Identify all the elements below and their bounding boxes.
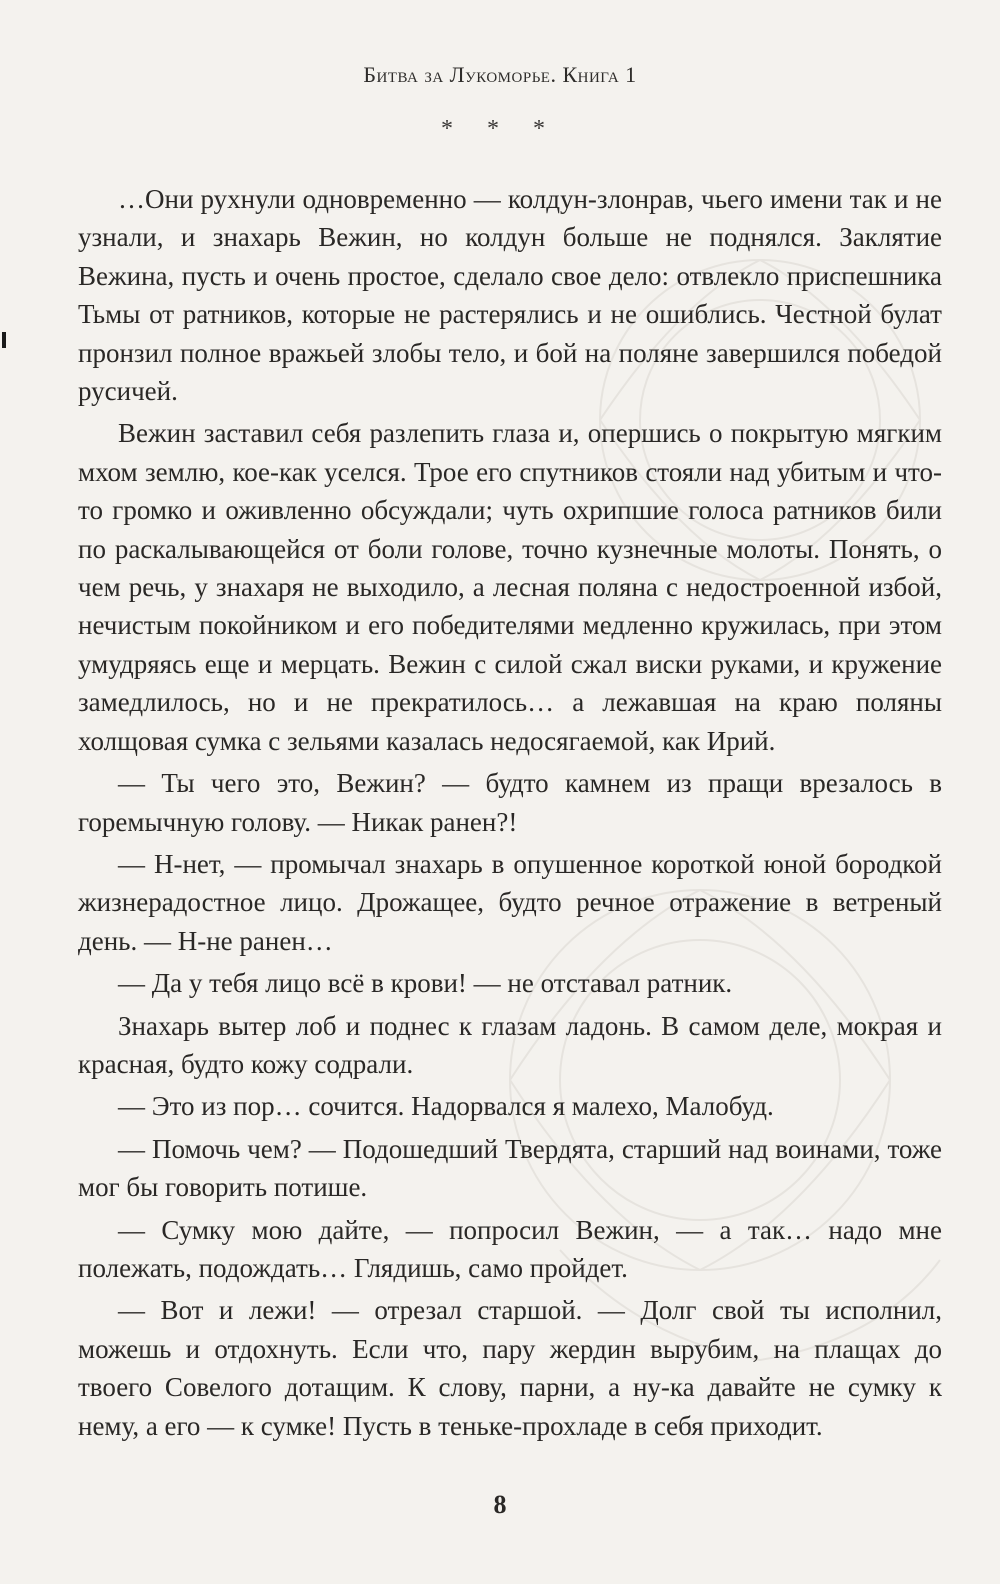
paragraph-10: — Вот и лежи! — отрезал старшой. — Долг свой ты исполнил, можешь и отдохнуть. Если что, пару жердин вырубим, на плащах до твоего Совелого дотащим. К слову, парни, а ну-ка давайте не сумку к нему, а его — к сумке! Пусть в теньке-прохладе в себя приходит. — [78, 1295, 942, 1441]
page-number: 8 — [493, 1490, 507, 1519]
page-edge-mark — [2, 332, 6, 348]
section-separator: * * * — [441, 116, 559, 142]
body-text — [78, 180, 942, 1449]
paragraph-9: — Сумку мою дайте, — попросил Вежин, — а так… надо мне полежать, подождать… Глядишь, само пройдет. — [78, 1214, 942, 1283]
running-head: Битва за Лукоморье. Книга 1 — [363, 62, 637, 87]
paragraph-3: — Ты чего это, Вежин? — будто камнем из пращи врезалось в горемычную голову. — Никак ранен?! — [78, 768, 942, 837]
paragraph-8: — Помочь чем? — Подошедший Твердята, старший над воинами, тоже мог бы говорить потише. — [78, 1133, 942, 1203]
paragraph-1: …Они рухнули одновременно — колдун-злонрав, чьего имени так и не узнали, и знахарь Вежин, но колдун больше не поднялся. Заклятие Вежина, пусть и очень простое, сделало свое дело: отвлекло приспешника Тьмы от ратников, которые не растерялись и не ошиблись. Честной булат пронзил полное вражьей злобы тело, и бой на поляне завершился победой русичей. — [78, 184, 942, 407]
paragraph-4: — Н-нет, — промычал знахарь в опушенное короткой юной бородкой жизнерадостное лицо. Дрожащее, будто речное отражение в ветреный день. — Н-не ранен… — [78, 848, 942, 956]
paragraph-6: Знахарь вытер лоб и поднес к глазам ладонь. В самом деле, мокрая и красная, будто кожу содрали. — [78, 1010, 942, 1079]
paragraph-7: — Это из пор… сочится. Надорвался я малехо, Малобуд. — [118, 1091, 774, 1122]
paragraph-5: — Да у тебя лицо всё в крови! — не отставал ратник. — [118, 968, 733, 999]
paragraph-2: Вежин заставил себя разлепить глаза и, опершись о покрытую мягким мхом землю, кое-как уселся. Трое его спутников стояли над убитым и что-то громко и оживленно обсуждали; чуть охрипшие голоса ратников били по раскалывающейся от боли голове, точно кузнечные молоты. Понять, о чем речь, у знахаря не выходило, а лесная поляна с недостроенной избой, нечистым покойником и его победителями медленно кружилась, при этом умудряясь еще и мерцать. Вежин с силой сжал виски руками, и кружение замедлилось, но и не прекратилось… а лежавшая на краю поляны холщовая сумка с зельями казалась недосягаемой, как Ирий. — [78, 418, 942, 756]
